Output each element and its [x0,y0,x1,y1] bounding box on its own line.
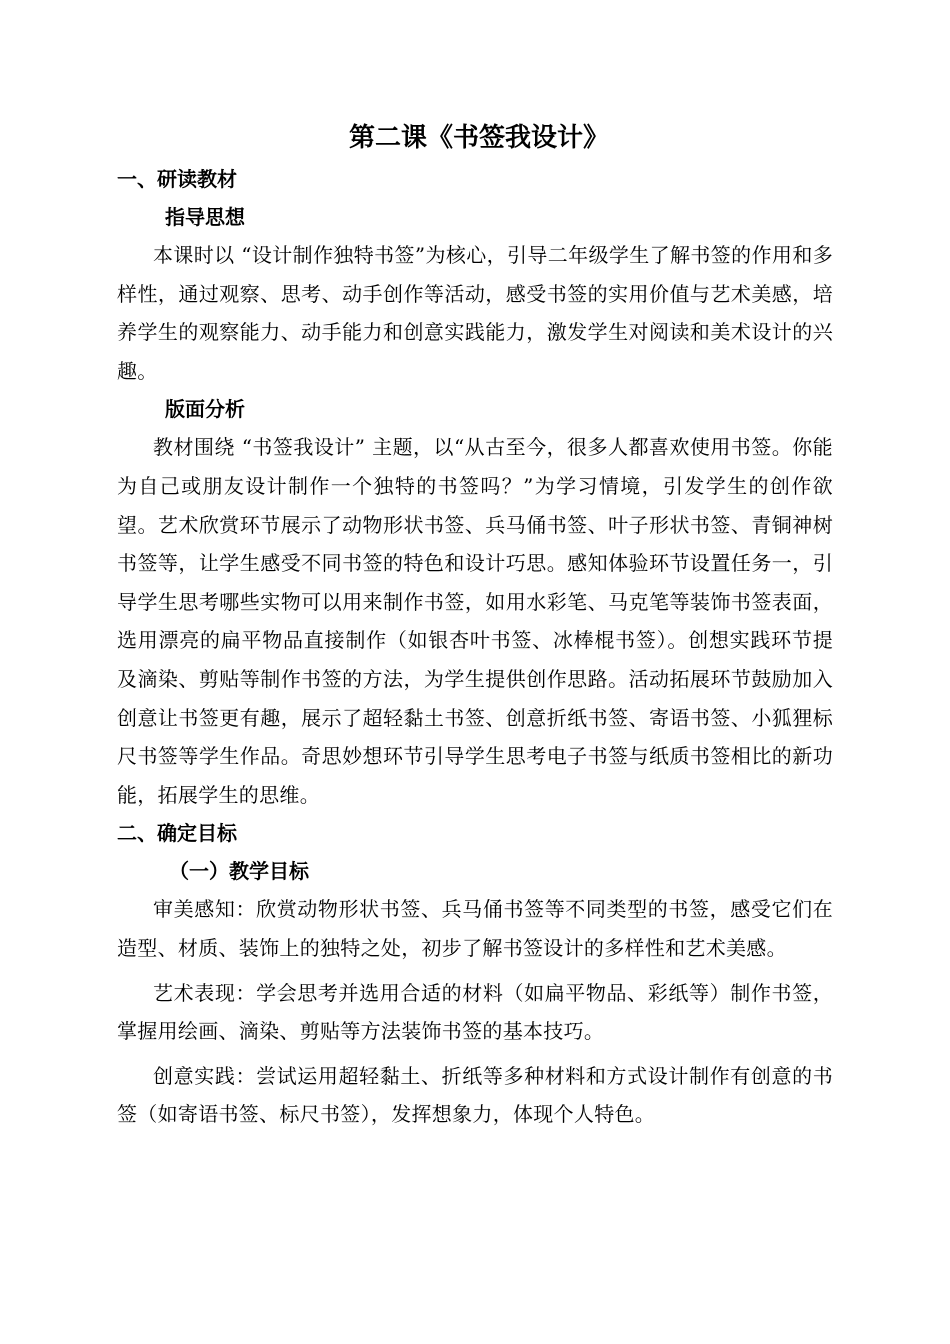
subheading-teaching-goals: （一）教学目标 [169,859,309,884]
paragraph-layout-analysis: 教材围绕 “书签我设计” 主题，以“从古至今，很多人都喜欢使用书签。你能为自己或朋友设计制作一个独特的书签吗？”为学习情境，引发学生的创作欲望。艺术欣赏环节展示了动物形状书签、兵马俑书签、叶子形状书签、青铜神树书签等，让学生感受不同书签的特色和设计巧思。感知体验环节设置任务一，引导学生思考哪些实物可以用来制作书签，如用水彩笔、马克笔等装饰书签表面，选用漂亮的扁平物品直接制作（如银杏叶书签、冰棒棍书签）。创想实践环节提及滴染、剪贴等制作书签的方法，为学生提供创作思路。活动拓展环节鼓励加入创意让书签更有趣，展示了超轻黏土书签、创意折纸书签、寄语书签、小狐狸标尺书签等学生作品。奇思妙想环节引导学生思考电子书签与纸质书签相比的新功能，拓展学生的思维。 [117,435,833,807]
paragraph-guiding-thought: 本课时以 “设计制作独特书签”为核心，引导二年级学生了解书签的作用和多样性，通过观察、思考、动手创作等活动，感受书签的实用价值与艺术美感，培养学生的观察能力、动手能力和创意实践能力，激发学生对阅读和美术设计的兴趣。 [117,243,833,383]
subheading-guiding-thought: 指导思想 [165,205,245,229]
section-heading-set-goals: 二、确定目标 [117,821,237,846]
paragraph-goal-aesthetic: 审美感知：欣赏动物形状书签、兵马俑书签等不同类型的书签，感受它们在造型、材质、装饰上的独特之处，初步了解书签设计的多样性和艺术美感。 [117,897,833,960]
subheading-layout-analysis: 版面分析 [165,397,245,422]
paragraph-goal-creative: 创意实践：尝试运用超轻黏土、折纸等多种材料和方式设计制作有创意的书签（如寄语书签、标尺书签），发挥想象力，体现个人特色。 [117,1063,833,1127]
paragraph-goal-artistic: 艺术表现：学会思考并选用合适的材料（如扁平物品、彩纸等）制作书签，掌握用绘画、滴染、剪贴等方法装饰书签的基本技巧。 [117,980,833,1044]
section-heading-study-material: 一、研读教材 [117,167,237,191]
document-page [117,118,833,1134]
page-title: 第二课《书签我设计》 [348,123,609,153]
